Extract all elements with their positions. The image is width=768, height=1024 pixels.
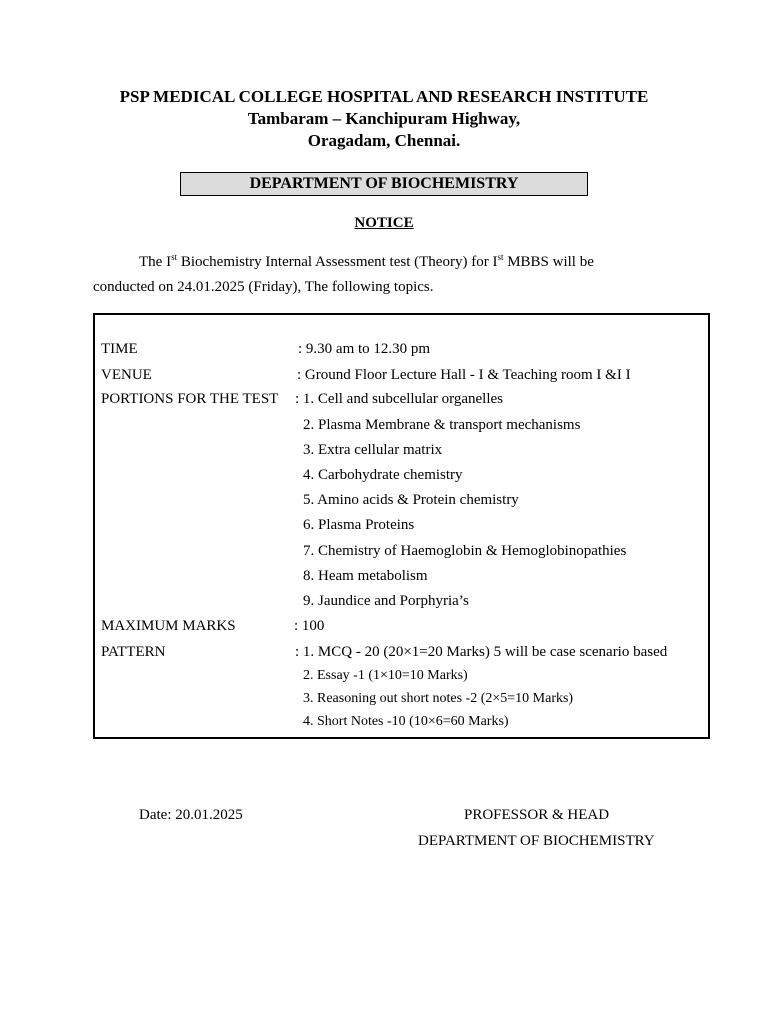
intro-text-b: Biochemistry Internal Assessment test (Theory) for I — [177, 254, 498, 270]
exam-details-box — [93, 313, 710, 739]
pattern-item: : 1. MCQ - 20 (20×1=20 Marks) 5 will be case scenario based — [295, 644, 668, 660]
pattern-label: PATTERN — [101, 644, 166, 660]
pattern-item: 2. Essay -1 (1×10=10 Marks) — [303, 668, 468, 683]
portion-item: 5. Amino acids & Protein chemistry — [303, 492, 519, 508]
portion-item: 2. Plasma Membrane & transport mechanisms — [303, 417, 581, 433]
portion-item: 6. Plasma Proteins — [303, 517, 415, 533]
address-line-1: Tambaram – Kanchipuram Highway, — [247, 109, 521, 128]
portion-item: 3. Extra cellular matrix — [303, 442, 443, 458]
time-value: : 9.30 am to 12.30 pm — [298, 341, 431, 357]
pattern-item: 3. Reasoning out short notes -2 (2×5=10 Marks) — [303, 691, 574, 706]
intro-paragraph-line-2: conducted on 24.01.2025 (Friday), The following topics. — [93, 279, 434, 295]
portion-item: : 1. Cell and subcellular organelles — [295, 391, 504, 407]
intro-paragraph-line-1 — [139, 253, 594, 271]
portion-item: 4. Carbohydrate chemistry — [303, 467, 463, 483]
max-marks-value: : 100 — [294, 618, 325, 634]
intro-sup-1: st — [171, 252, 178, 262]
pattern-item: 4. Short Notes -10 (10×6=60 Marks) — [303, 714, 509, 729]
signatory-title: PROFESSOR & HEAD — [464, 807, 610, 823]
venue-label: VENUE — [101, 367, 152, 383]
intro-text-a: The I — [139, 254, 172, 270]
max-marks-label: MAXIMUM MARKS — [101, 618, 236, 634]
department-banner: DEPARTMENT OF BIOCHEMISTRY — [180, 172, 588, 196]
intro-text-c: MBBS will be — [503, 254, 594, 270]
portion-item: 9. Jaundice and Porphyria’s — [303, 593, 469, 609]
time-label: TIME — [101, 341, 138, 357]
portions-label: PORTIONS FOR THE TEST — [101, 391, 279, 407]
notice-title: NOTICE — [354, 215, 414, 231]
intro-sup-2: st — [497, 252, 504, 262]
venue-value: : Ground Floor Lecture Hall - I & Teaching room I &I I — [297, 367, 631, 383]
signatory-department: DEPARTMENT OF BIOCHEMISTRY — [418, 833, 655, 849]
notice-date: Date: 20.01.2025 — [139, 807, 243, 823]
portion-item: 7. Chemistry of Haemoglobin & Hemoglobinopathies — [303, 543, 627, 559]
institution-name: PSP MEDICAL COLLEGE HOSPITAL AND RESEARCH INSTITUTE — [119, 87, 649, 106]
portion-item: 8. Heam metabolism — [303, 568, 428, 584]
address-line-2: Oragadam, Chennai. — [307, 131, 461, 150]
